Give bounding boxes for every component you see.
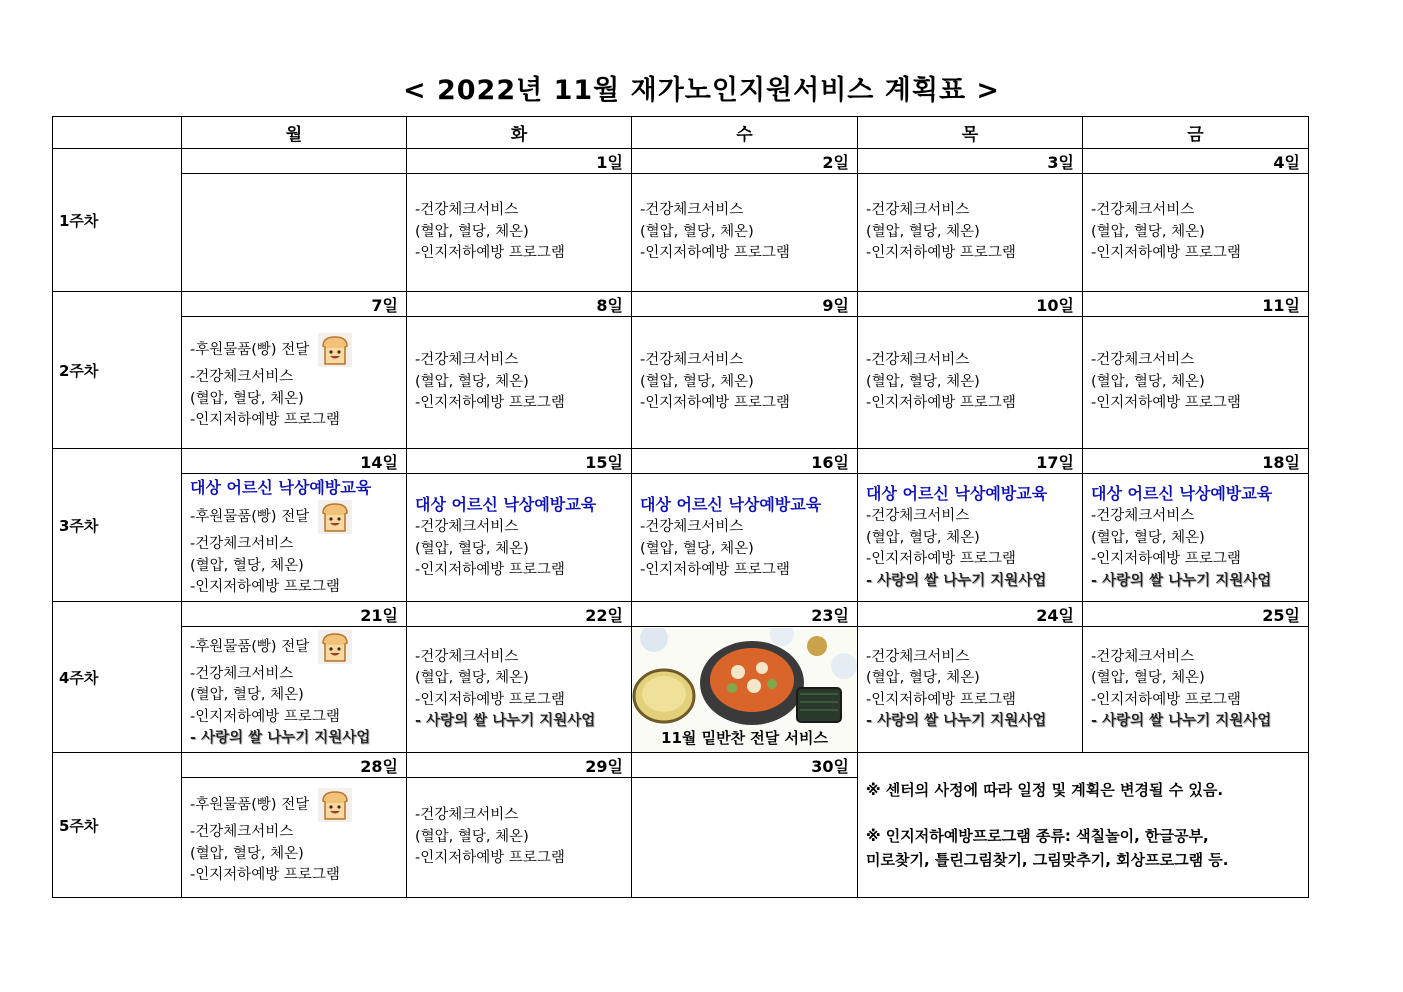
week5-label: 5주차 — [53, 753, 182, 898]
header-wed: 수 — [632, 117, 858, 149]
week2-content-row — [53, 317, 1309, 449]
day-content — [182, 174, 407, 292]
health-check-item: -건강체크서비스 — [640, 202, 744, 219]
cognitive-program-item: -인지저하예방 프로그램 — [1091, 395, 1241, 412]
vitals-item: (혈압, 혈당, 체온) — [1091, 223, 1205, 240]
day-content — [407, 474, 632, 602]
day-content — [858, 474, 1083, 602]
date-cell: 28일 — [182, 753, 407, 778]
day-content — [407, 317, 632, 449]
fall-prevention-education: 대상 어르신 낙상예방교육 — [640, 494, 822, 514]
fall-prevention-education: 대상 어르신 낙상예방교육 — [415, 494, 597, 514]
vitals-item: (혈압, 혈당, 체온) — [415, 828, 529, 845]
program-types-note: ※ 인지저하예방프로그램 종류: 색칠놀이, 한글공부, — [866, 827, 1209, 845]
day-content — [1083, 317, 1309, 449]
rice-sharing-item: - 사랑의 쌀 나누기 지원사업 — [1091, 713, 1272, 729]
vitals-item: (혈압, 혈당, 체온) — [415, 670, 529, 686]
health-check-item: -건강체크서비스 — [1091, 648, 1195, 665]
health-check-item: -건강체크서비스 — [866, 508, 970, 525]
health-check-item: -건강체크서비스 — [190, 536, 294, 552]
week1-content-row — [53, 174, 1309, 292]
cognitive-program-item: -인지저하예방 프로그램 — [1091, 551, 1241, 568]
date-cell: 11일 — [1083, 292, 1309, 317]
date-cell: 23일 — [632, 602, 858, 627]
rice-sharing-item: - 사랑의 쌀 나누기 지원사업 — [866, 572, 1047, 589]
header-empty — [53, 117, 182, 149]
cognitive-program-item: -인지저하예방 프로그램 — [415, 850, 565, 867]
cognitive-program-item: -인지저하예방 프로그램 — [415, 395, 565, 412]
date-cell: 3일 — [858, 149, 1083, 174]
date-cell: 8일 — [407, 292, 632, 317]
health-check-item: -건강체크서비스 — [1091, 352, 1195, 369]
date-cell: 2일 — [632, 149, 858, 174]
date-cell: 21일 — [182, 602, 407, 627]
day-content — [632, 317, 858, 449]
week4-date-row — [53, 602, 1309, 627]
toast-bread-icon — [318, 630, 352, 664]
cognitive-program-item: -인지저하예방 프로그램 — [1091, 245, 1241, 262]
vitals-item: (혈압, 혈당, 체온) — [1091, 670, 1205, 686]
cognitive-program-item: -인지저하예방 프로그램 — [190, 867, 340, 884]
vitals-item: (혈압, 혈당, 체온) — [640, 223, 754, 240]
cognitive-program-item: -인지저하예방 프로그램 — [866, 691, 1016, 708]
notes-cell — [858, 753, 1309, 898]
day-content — [858, 627, 1083, 753]
header-fri: 금 — [1083, 117, 1309, 149]
health-check-item: -건강체크서비스 — [866, 648, 970, 665]
date-cell: 17일 — [858, 449, 1083, 474]
donation-item: -후원물품(빵) 전달 — [190, 788, 406, 822]
cognitive-program-item: -인지저하예방 프로그램 — [415, 691, 565, 708]
date-cell: 7일 — [182, 292, 407, 317]
rice-sharing-item: - 사랑의 쌀 나누기 지원사업 — [866, 713, 1047, 729]
cognitive-program-item: -인지저하예방 프로그램 — [640, 562, 790, 578]
cognitive-program-item: -인지저하예방 프로그램 — [866, 551, 1016, 568]
toast-bread-icon — [318, 788, 352, 822]
health-check-item: -건강체크서비스 — [866, 352, 970, 369]
day-content — [858, 174, 1083, 292]
health-check-item: -건강체크서비스 — [415, 648, 519, 665]
cognitive-program-item: -인지저하예방 프로그램 — [866, 245, 1016, 262]
vitals-item: (혈압, 혈당, 체온) — [415, 373, 529, 390]
vitals-item: (혈압, 혈당, 체온) — [866, 373, 980, 390]
day-content — [1083, 474, 1309, 602]
vitals-item: (혈압, 혈당, 체온) — [866, 670, 980, 686]
week2-label: 2주차 — [53, 292, 182, 449]
date-cell: 4일 — [1083, 149, 1309, 174]
health-check-item: -건강체크서비스 — [190, 665, 294, 682]
day-content — [1083, 174, 1309, 292]
day-content — [407, 174, 632, 292]
health-check-item: -건강체크서비스 — [866, 202, 970, 219]
donation-item: -후원물품(빵) 전달 — [190, 630, 406, 664]
date-cell: 18일 — [1083, 449, 1309, 474]
date-cell — [182, 149, 407, 174]
vitals-item: (혈압, 혈당, 체온) — [415, 223, 529, 240]
fall-prevention-education: 대상 어르신 낙상예방교육 — [190, 477, 372, 497]
date-cell: 29일 — [407, 753, 632, 778]
fall-prevention-education: 대상 어르신 낙상예방교육 — [866, 483, 1048, 503]
vitals-item: (혈압, 혈당, 체온) — [190, 845, 304, 862]
health-check-item: -건강체크서비스 — [415, 202, 519, 219]
week3-label: 3주차 — [53, 449, 182, 602]
cognitive-program-item: -인지저하예방 프로그램 — [415, 245, 565, 262]
cognitive-program-item: -인지저하예방 프로그램 — [415, 562, 565, 578]
vitals-item: (혈압, 혈당, 체온) — [866, 529, 980, 546]
vitals-item: (혈압, 혈당, 체온) — [1091, 529, 1205, 546]
day-content — [182, 627, 407, 753]
day-content — [858, 317, 1083, 449]
vitals-item: (혈압, 혈당, 체온) — [190, 687, 304, 703]
week5-date-row — [53, 753, 1309, 778]
week2-date-row — [53, 292, 1309, 317]
vitals-item: (혈압, 혈당, 체온) — [190, 390, 304, 407]
day-content — [632, 474, 858, 602]
week1-date-row — [53, 149, 1309, 174]
week3-content-row — [53, 474, 1309, 602]
vitals-item: (혈압, 혈당, 체온) — [640, 373, 754, 390]
header-thu: 목 — [858, 117, 1083, 149]
cognitive-program-item: -인지저하예방 프로그램 — [190, 579, 340, 595]
date-cell: 22일 — [407, 602, 632, 627]
cognitive-program-item: -인지저하예방 프로그램 — [640, 395, 790, 412]
cognitive-program-item: -인지저하예방 프로그램 — [866, 395, 1016, 412]
health-check-item: -건강체크서비스 — [190, 824, 294, 841]
toast-bread-icon — [318, 500, 352, 534]
rice-sharing-item: - 사랑의 쌀 나누기 지원사업 — [1091, 572, 1272, 589]
health-check-item: -건강체크서비스 — [1091, 202, 1195, 219]
day-content — [182, 317, 407, 449]
vitals-item: (혈압, 혈당, 체온) — [415, 540, 529, 557]
health-check-item: -건강체크서비스 — [640, 519, 744, 535]
date-cell: 10일 — [858, 292, 1083, 317]
vitals-item: (혈압, 혈당, 체온) — [190, 557, 304, 574]
day-content — [407, 627, 632, 753]
health-check-item: -건강체크서비스 — [1091, 508, 1195, 525]
schedule-change-note: ※ 센터의 사정에 따라 일정 및 계획은 변경될 수 있음. — [866, 781, 1224, 799]
meal-delivery-label: 11월 밑반찬 전달 서비스 — [661, 728, 828, 747]
week4-content-row — [53, 627, 1309, 753]
week1-label: 1주차 — [53, 149, 182, 292]
toast-bread-icon — [318, 333, 352, 367]
health-check-item: -건강체크서비스 — [415, 807, 519, 824]
health-check-item: -건강체크서비스 — [415, 519, 519, 535]
header-row — [53, 117, 1309, 149]
header-tue: 화 — [407, 117, 632, 149]
page-title: < 2022년 11월 재가노인지원서비스 계획표 > — [402, 75, 1001, 106]
program-types-note-cont: 미로찾기, 틀린그림찾기, 그림맞추기, 회상프로그램 등. — [866, 851, 1229, 869]
health-check-item: -건강체크서비스 — [190, 369, 294, 386]
cognitive-program-item: -인지저하예방 프로그램 — [190, 412, 340, 429]
date-cell: 14일 — [182, 449, 407, 474]
cognitive-program-item: -인지저하예방 프로그램 — [1091, 691, 1241, 708]
fall-prevention-education: 대상 어르신 낙상예방교육 — [1091, 483, 1273, 503]
cognitive-program-item: -인지저하예방 프로그램 — [640, 245, 790, 262]
day-content — [632, 778, 858, 898]
day-content — [1083, 627, 1309, 753]
health-check-item: -건강체크서비스 — [640, 352, 744, 369]
date-cell: 16일 — [632, 449, 858, 474]
week4-label: 4주차 — [53, 602, 182, 753]
cognitive-program-item: -인지저하예방 프로그램 — [190, 708, 340, 725]
day-content — [182, 474, 407, 602]
health-check-item: -건강체크서비스 — [415, 352, 519, 369]
date-cell: 30일 — [632, 753, 858, 778]
day-content — [407, 778, 632, 898]
date-cell: 1일 — [407, 149, 632, 174]
date-cell: 24일 — [858, 602, 1083, 627]
side-dish-food-icon — [632, 628, 857, 752]
rice-sharing-item: - 사랑의 쌀 나누기 지원사업 — [415, 713, 596, 729]
meal-delivery-cell — [632, 627, 858, 753]
vitals-item: (혈압, 혈당, 체온) — [866, 223, 980, 240]
week3-date-row — [53, 449, 1309, 474]
rice-sharing-item: - 사랑의 쌀 나누기 지원사업 — [190, 730, 371, 746]
date-cell: 9일 — [632, 292, 858, 317]
donation-item: -후원물품(빵) 전달 — [190, 500, 406, 534]
header-mon: 월 — [182, 117, 407, 149]
day-content — [632, 174, 858, 292]
donation-item: -후원물품(빵) 전달 — [190, 333, 406, 367]
date-cell: 15일 — [407, 449, 632, 474]
date-cell: 25일 — [1083, 602, 1309, 627]
day-content — [182, 778, 407, 898]
vitals-item: (혈압, 혈당, 체온) — [640, 540, 754, 557]
vitals-item: (혈압, 혈당, 체온) — [1091, 373, 1205, 390]
schedule-table — [52, 116, 1309, 898]
